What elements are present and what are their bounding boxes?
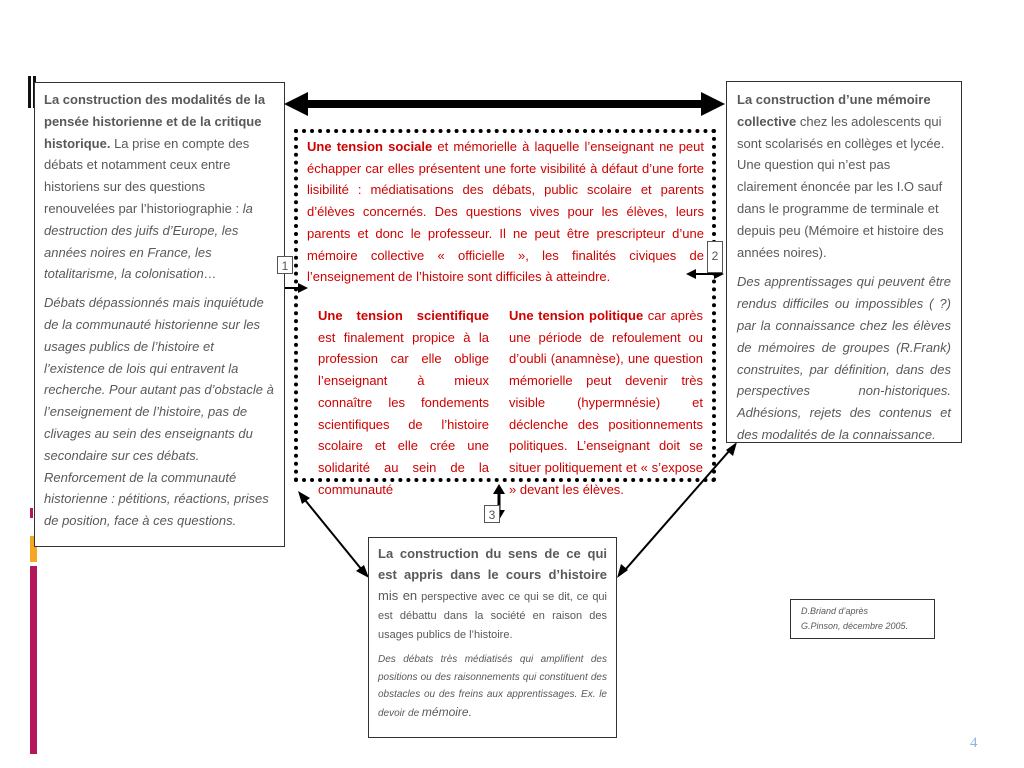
- bottom-box: [368, 537, 617, 738]
- tension-sociale-title: Une tension sociale: [307, 139, 433, 154]
- label-2: 2: [707, 241, 723, 273]
- center-sci-text: Une tension scientifique est finalement propice à la profession car elle oblige l’enseignant à mieux connaître les fondements scientifiques de l’histoire scolaire et elle crée une solidarité au sein de la communauté: [318, 308, 489, 497]
- tension-scientifique-title: Une tension scientifique: [318, 308, 489, 323]
- credit-box: [790, 599, 935, 639]
- label-3: 3: [484, 505, 500, 523]
- left-box: [34, 82, 285, 547]
- arrow-left-diagonal: [298, 491, 369, 578]
- page-number: 4: [970, 735, 978, 751]
- right-box: [726, 81, 962, 443]
- top-double-arrow: [284, 92, 725, 116]
- bottom-box-para2: Des débats très médiatisés qui amplifient des positions ou des raisonnements qui constituent des obstacles ou des freins aux apprentissages. Ex. le devoir de mémoire.: [378, 654, 607, 719]
- tension-politique-title: Une tension politique: [509, 308, 644, 323]
- label-1: 1: [277, 256, 293, 274]
- credit-line-2: G.Pinson, décembre 2005.: [801, 621, 909, 631]
- credit-line-1: D.Briand d’après: [801, 606, 869, 616]
- center-social-text: Une tension sociale et mémorielle à laquelle l’enseignant ne peut échapper car elles présentent une forte visibilité à défaut d’une forte lisibilité : médiatisations des débats, public scolaire et parents d’élèves concernés. Des questions vives pour les élèves, leurs parents et donc le professeur. Il ne peut être prescripteur d’une mémoire collective « officielle », les finalités civiques de l’enseignement de l’histoire sont difficiles à atteindre.: [307, 139, 704, 285]
- right-box-para1: [737, 89, 951, 263]
- right-box-text: chez les adolescents qui sont scolarisés en collèges et lycée. Une question qui n’est pas clairement énoncée par les I.O sauf dans le programme de terminale et depuis peu (Mémoire et histoire des années noires).: [737, 113, 945, 260]
- left-box-para2: Débats dépassionnés mais inquiétude de la communauté historienne sur les usages publics de l’histoire et l’existence de lois qui entravent la recherche. Pour autant pas d’obstacle à l’enseignement de l’histoire, pas de clivages au sein des enseignants du secondaire sur ces débats. Renforcement de la communauté historienne : pétitions, réactions, prises de position, face à ces questions.: [44, 295, 274, 529]
- center-pol-text: Une tension politique car après une période de refoulement ou d’oubli (anamnèse), une question mémorielle peut devenir très visible (hypermnésie) et déclenche des positionnements politiques. L’enseignant doit se situer politiquement et « s’expose » devant les élèves.: [509, 308, 703, 497]
- left-box-para1: [44, 89, 275, 285]
- bottom-box-title: La construction du sens de ce qui est appris dans le cours d’histoire: [378, 546, 607, 582]
- left-box-title: La construction des modalités de la pensée historienne et de la critique historique.: [44, 92, 266, 151]
- left-box-intro: La prise en compte des débats et notamment ceux entre historiens sur des questions renouvelées par l’historiographie :: [44, 135, 250, 216]
- left-box-examples: la destruction des juifs d’Europe, les années noires en France, les totalitarisme, la colonisation…: [44, 200, 253, 282]
- right-box-title: La construction d’une mémoire collective: [737, 92, 931, 129]
- bottom-box-para1: La construction du sens de ce qui est appris dans le cours d’histoire mis en perspective avec ce qui se dit, ce qui est débattu dans la société en raison des usages publics de l’histoire.: [378, 546, 607, 641]
- right-box-para2: Des apprentissages qui peuvent être rendus difficiles ou impossibles ( ?) par la connaissance chez les élèves de mémoires de groupes (R.Frank) construites, par définition, dans des perspectives non-historiques. Adhésions, rejets des contenus et des modalités de la connaissance.: [737, 274, 951, 442]
